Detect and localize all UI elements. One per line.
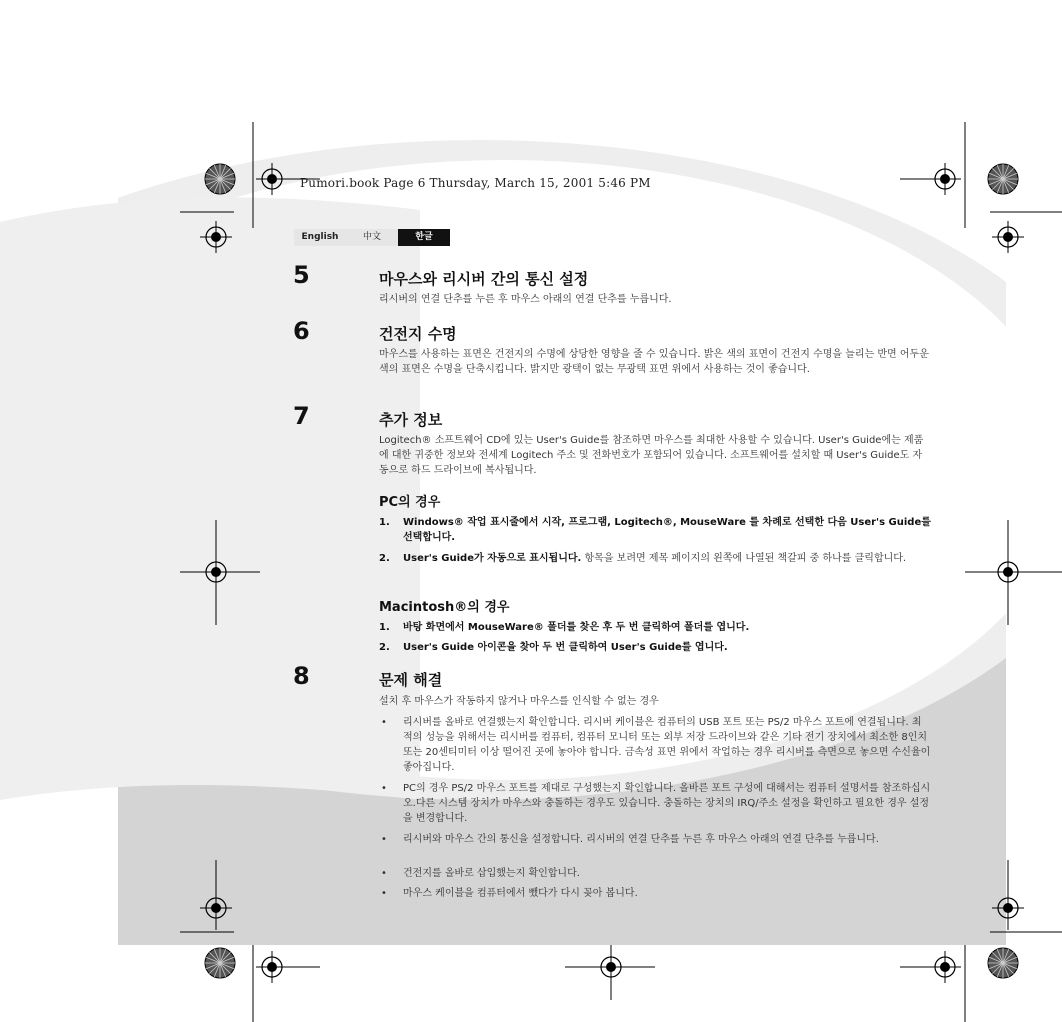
bullet-icon: • [381, 888, 387, 899]
print-header: Pumori.book Page 6 Thursday, March 15, 2001 5:46 PM [300, 176, 651, 190]
bullet-icon: • [381, 717, 387, 728]
tab-english[interactable]: English [294, 229, 346, 246]
bullet-icon: • [381, 834, 387, 845]
section-title-5: 마우스와 리시버 간의 통신 설정 [379, 270, 589, 288]
section-number-7: 7 [293, 402, 310, 430]
mac-step-2 [379, 640, 931, 655]
mac-step-1 [379, 620, 931, 635]
step-text: 항목을 보려면 제목 페이지의 왼쪽에 나열된 책갈피 중 하나를 클릭합니다. [581, 553, 907, 564]
item-text: 건전지를 올바로 삽입했는지 확인합니다. [403, 868, 580, 879]
section-number-5: 5 [293, 261, 310, 289]
section-text-6: 마우스를 사용하는 표면은 건전지의 수명에 상당한 영향을 줄 수 있습니다. 밝은 색의 표면이 건전지 수명을 늘리는 반면 어두운 색의 표면은 수명을 단축시킵니다. 밝지만 광택이 없는 무광택 표면 위에서 사용하는 것이 좋습니다. [379, 349, 929, 375]
language-tabs [294, 229, 450, 246]
mac-subtitle: Macintosh®의 경우 [379, 600, 510, 615]
pc-step-1 [379, 515, 931, 545]
step-text: 바탕 화면에서 MouseWare® 폴더를 찾은 후 두 번 클릭하여 폴더를 엽니다. [403, 622, 750, 633]
bullet-icon: • [381, 783, 387, 794]
step-text-bold: User's Guide가 자동으로 표시됩니다. [403, 553, 582, 564]
section-number-8: 8 [293, 662, 310, 690]
step-text: Windows® 작업 표시줄에서 시작, 프로그램, Logitech®, MouseWare 를 차례로 선택한 다음 User's Guide를 선택합니다. [403, 517, 931, 543]
troubleshoot-item-4 [379, 866, 931, 881]
tab-chinese[interactable]: 中文 [346, 229, 398, 246]
tab-korean[interactable]: 한글 [398, 229, 450, 246]
section-text-7: Logitech® 소프트웨어 CD에 있는 User's Guide를 참조하면 마우스를 최대한 사용할 수 있습니다. User's Guide에는 제품에 대한 귀중한 정보와 전세계 Logitech 주소 및 전화번호가 포함되어 있습니다. 소프트웨어를 설치할 때 User's Guide도 자동으로 하드 드라이브에 복사됩니다. [379, 435, 924, 476]
item-text: 마우스 케이블을 컴퓨터에서 뺐다가 다시 꽂아 봅니다. [403, 888, 638, 899]
troubleshoot-item-5 [379, 886, 931, 901]
step-text: User's Guide 아이콘을 찾아 두 번 클릭하여 User's Guide를 엽니다. [403, 642, 728, 653]
step-number: 2. [379, 642, 390, 653]
troubleshoot-item-1 [379, 715, 931, 775]
bullet-icon: • [381, 868, 387, 879]
section-title-7: 추가 정보 [379, 411, 443, 429]
troubleshoot-item-3 [379, 832, 931, 847]
left-swoosh [0, 198, 420, 801]
step-number: 2. [379, 553, 390, 564]
item-text: 리시버와 마우스 간의 통신을 설정합니다. 리시버의 연결 단추를 누른 후 마우스 아래의 연결 단추를 누릅니다. [403, 834, 879, 845]
item-text: PC의 경우 PS/2 마우스 포트를 제대로 구성했는지 확인합니다. 올바른 포트 구성에 대해서는 컴퓨터 설명서를 참조하십시오.다른 시스템 장치가 마우스와 충돌하는 경우도 있습니다. 충돌하는 장치의 IRQ/주소 설정을 확인하고 필요한 경우 설정을 변경합니다. [403, 783, 931, 824]
section-text-8: 설치 후 마우스가 작동하지 않거나 마우스를 인식할 수 없는 경우 [379, 696, 659, 707]
section-number-6: 6 [293, 317, 310, 345]
step-number: 1. [379, 622, 390, 633]
item-text: 리시버를 올바로 연결했는지 확인합니다. 리시버 케이블은 컴퓨터의 USB 포트 또는 PS/2 마우스 포트에 연결됩니다. 최적의 성능을 위해서는 리시버를 컴퓨터, 컴퓨터 모니터 또는 외부 저장 드라이브와 같은 기타 전기 장치에서 최소한 8인치 또는 20센티미터 이상 떨어진 곳에 놓아야 합니다. 금속성 표면 위에서 작업하는 경우 리시버를 측면으로 놓으면 수신율이 좋아집니다. [403, 717, 931, 773]
section-title-6: 건전지 수명 [379, 325, 457, 343]
section-text-5: 리시버의 연결 단추를 누른 후 마우스 아래의 연결 단추를 누릅니다. [379, 294, 672, 305]
step-number: 1. [379, 517, 390, 528]
troubleshoot-item-2 [379, 781, 931, 826]
pc-step-2 [379, 551, 931, 566]
pc-subtitle: PC의 경우 [379, 495, 441, 510]
section-title-8: 문제 해결 [379, 671, 443, 689]
